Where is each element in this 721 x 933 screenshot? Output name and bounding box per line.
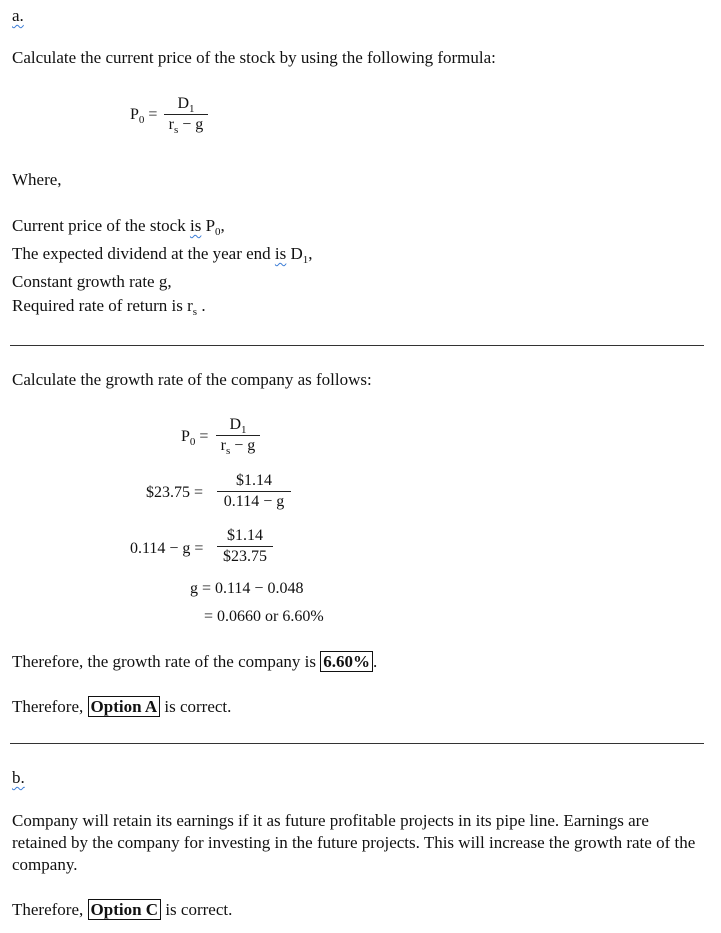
step2-fraction: $1.14 0.114 − g — [217, 472, 291, 511]
divider-2 — [10, 743, 704, 744]
step3-lhs: 0.114 − g = — [130, 540, 204, 557]
formula-denominator: $r_s - g$ — [168, 116, 204, 136]
step1-fraction: $D_1$ $r_s - g$ — [216, 416, 260, 455]
answer-a: Therefore, Option A is correct. — [12, 697, 232, 716]
def-dividend: The expected dividend at the year end is $D_1$, — [12, 244, 313, 266]
answer-a-box: Option A — [88, 696, 161, 717]
answer-b: Therefore, Option C is correct. — [12, 900, 233, 919]
growth-answer-box: 6.60% — [320, 651, 373, 672]
def-price: Current price of the stock is $P_0$, — [12, 216, 225, 238]
where-label: Where, — [12, 170, 62, 189]
answer-b-box: Option C — [88, 899, 162, 920]
formula-numerator: $D_1$ — [177, 95, 195, 115]
part-a-label: a. — [12, 6, 24, 25]
step5: = 0.0660 or 6.60% — [204, 608, 324, 625]
step2-lhs: $23.75 = — [146, 484, 204, 501]
formula-lhs: $P_0$ = — [130, 106, 158, 126]
def-required-return: Required rate of return is $r_s$ . — [12, 296, 206, 318]
step3-fraction: $1.14 $23.75 — [217, 527, 273, 566]
def-growth: Constant growth rate g, — [12, 272, 172, 291]
part-b-body: Company will retain its earnings if it as future profitable projects in its pipe line. Earnings are retained by the company for investing in the future projects. This will increase the growth rate of the company. — [12, 811, 696, 874]
part-b-label: b. — [12, 768, 25, 787]
divider-1 — [10, 345, 704, 346]
step1-lhs: $P_0$ = — [181, 428, 209, 448]
growth-conclusion: Therefore, the growth rate of the company is 6.60% . — [12, 652, 378, 671]
step4: g = 0.114 − 0.048 — [190, 580, 304, 597]
growth-intro: Calculate the growth rate of the company as follows: — [12, 370, 372, 389]
formula-fraction — [164, 95, 208, 134]
formula-intro: Calculate the current price of the stock by using the following formula: — [12, 48, 496, 67]
